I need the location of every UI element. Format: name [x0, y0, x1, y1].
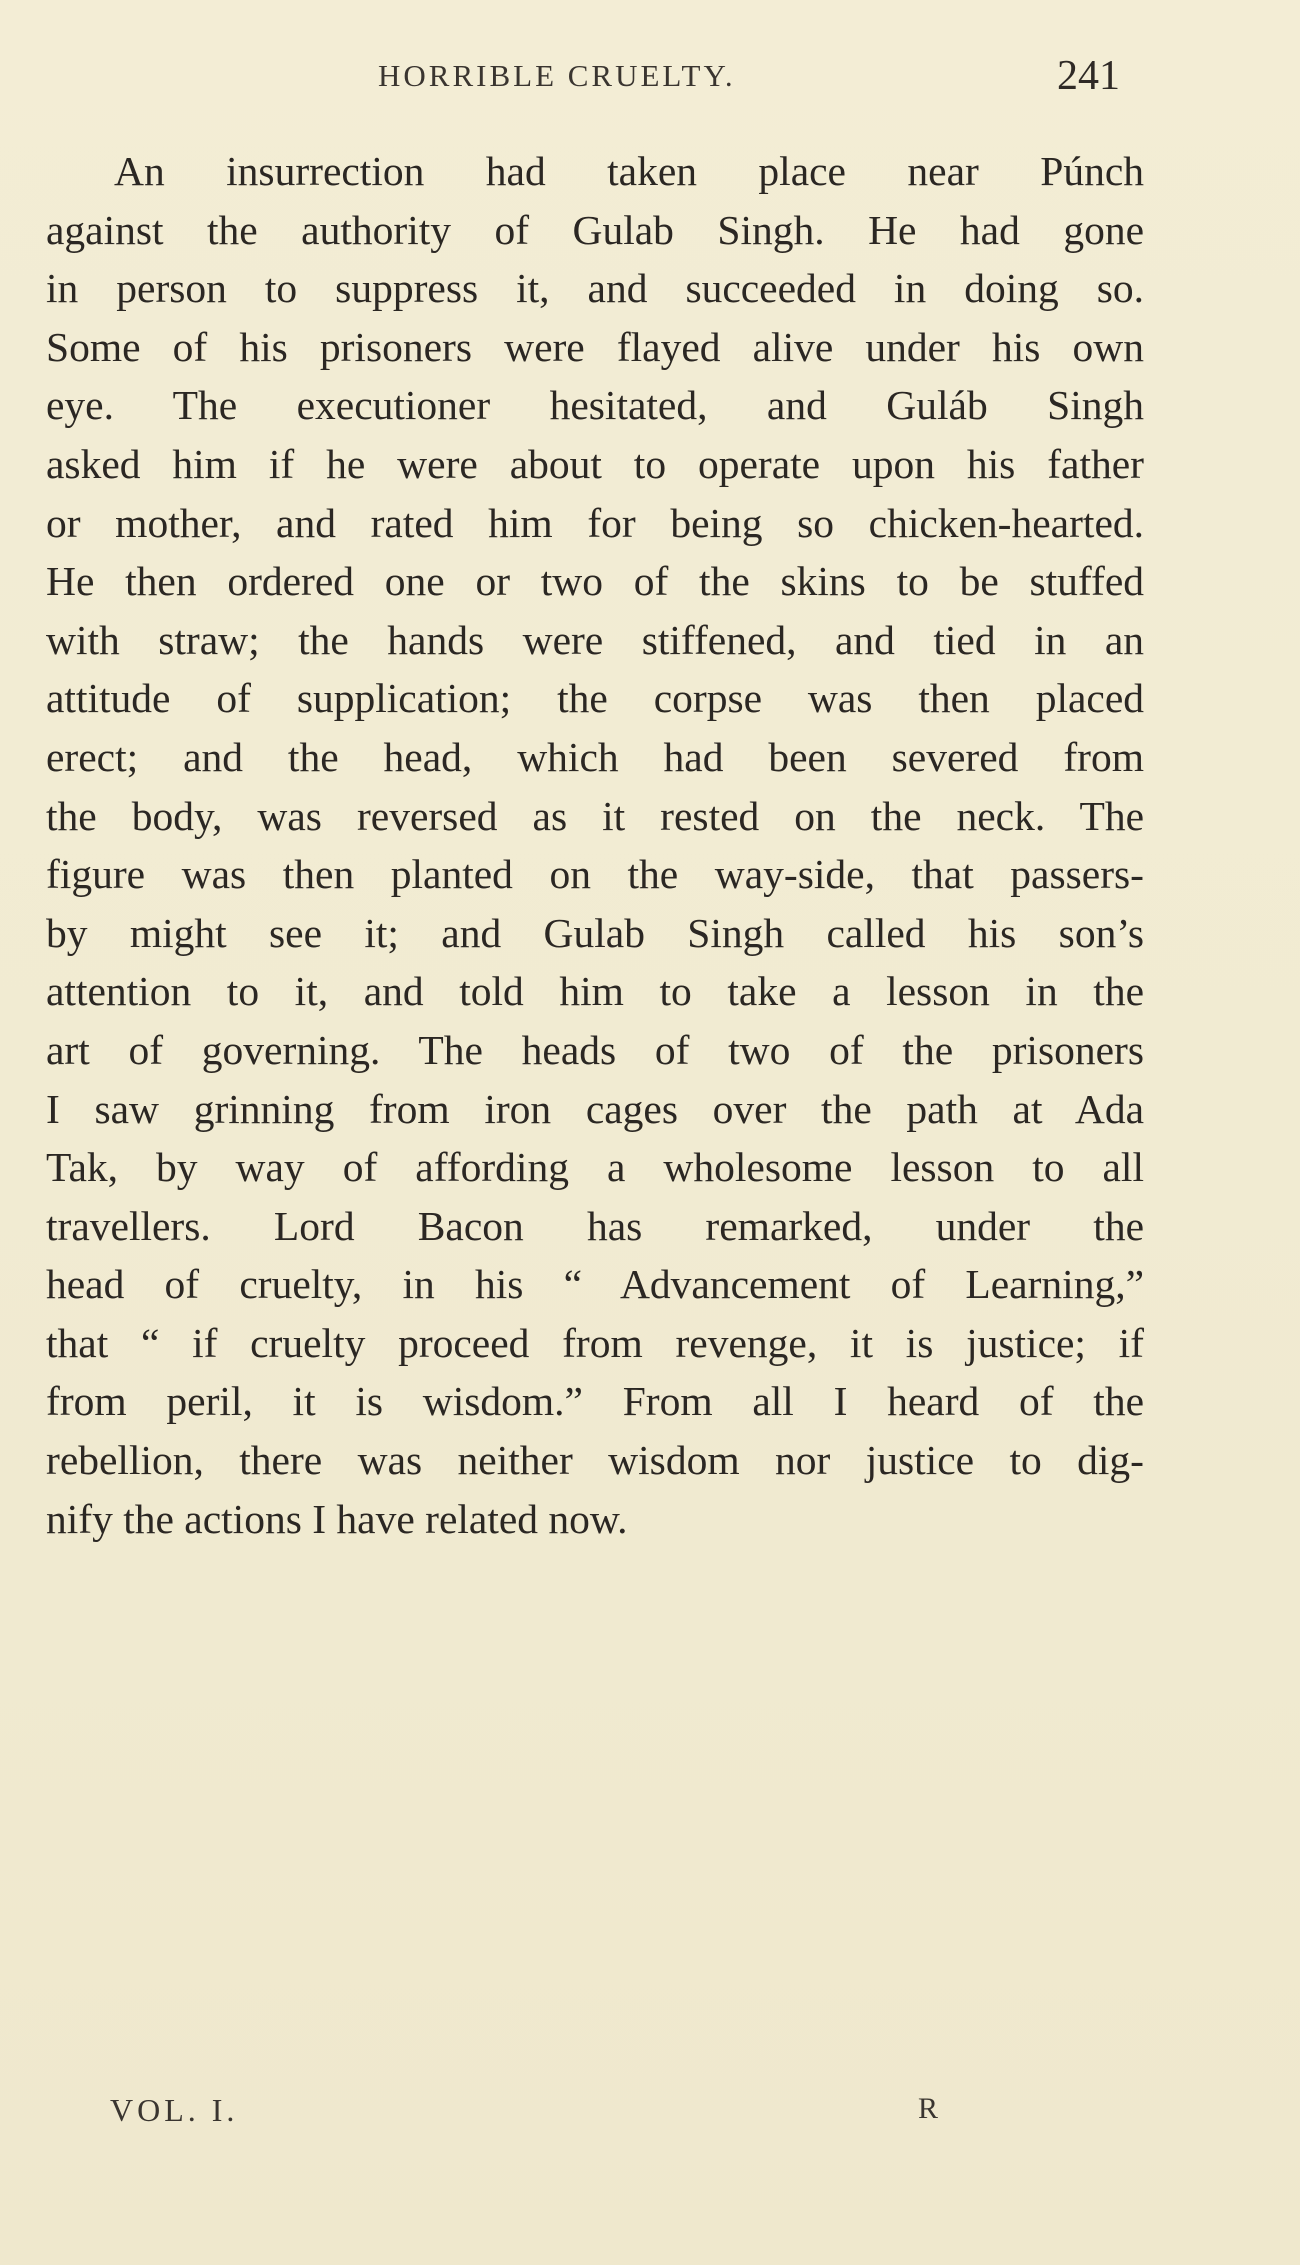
- text-line: the body, was reversed as it rested on the neck. The: [46, 792, 1144, 839]
- text-line: An insurrection had taken place near Púnch: [114, 148, 1144, 194]
- text-line: Some of his prisoners were flayed alive under his own: [46, 323, 1144, 370]
- text-line: asked him if he were about to operate upon his father: [46, 440, 1144, 487]
- text-line: rebellion, there was neither wisdom nor justice to dig-: [46, 1437, 1144, 1484]
- volume-mark: VOL. I.: [110, 2092, 239, 2128]
- page-footer: [0, 2092, 1300, 2142]
- text-line: figure was then planted on the way-side, that passers-: [46, 851, 1144, 898]
- text-line: from peril, it is wisdom.” From all I heard of the: [46, 1378, 1144, 1425]
- page-number: 241: [1057, 53, 1120, 99]
- signature-mark: R: [918, 2092, 939, 2125]
- text-line: I saw grinning from iron cages over the path at Ada: [46, 1085, 1144, 1132]
- text-line: attitude of supplication; the corpse was then placed: [46, 675, 1144, 722]
- text-line: eye. The executioner hesitated, and Guláb Singh: [46, 382, 1144, 429]
- text-line: head of cruelty, in his “ Advancement of Learning,”: [46, 1261, 1144, 1308]
- text-line: erect; and the head, which had been severed from: [46, 733, 1144, 780]
- text-line: with straw; the hands were stiffened, and tied in an: [46, 616, 1144, 663]
- text-line: against the authority of Gulab Singh. He had gone: [46, 206, 1144, 253]
- text-line: or mother, and rated him for being so chicken-hearted.: [46, 499, 1144, 546]
- text-line: He then ordered one or two of the skins to be stuffed: [46, 558, 1144, 605]
- text-line: attention to it, and told him to take a lesson in the: [46, 968, 1144, 1015]
- running-title: HORRIBLE CRUELTY.: [378, 58, 736, 93]
- running-head: [0, 52, 1300, 102]
- text-line: Tak, by way of affording a wholesome lesson to all: [46, 1144, 1144, 1191]
- text-line: nify the actions I have related now.: [46, 1495, 628, 1542]
- text-line: art of governing. The heads of two of the prisoners: [46, 1026, 1144, 1073]
- text-line: in person to suppress it, and succeeded in doing so.: [46, 265, 1144, 312]
- body-text: [46, 142, 1144, 1548]
- text-line: that “ if cruelty proceed from revenge, it is justice; if: [46, 1319, 1144, 1366]
- text-line: by might see it; and Gulab Singh called his son’s: [46, 909, 1144, 956]
- text-line: travellers. Lord Bacon has remarked, under the: [46, 1202, 1144, 1249]
